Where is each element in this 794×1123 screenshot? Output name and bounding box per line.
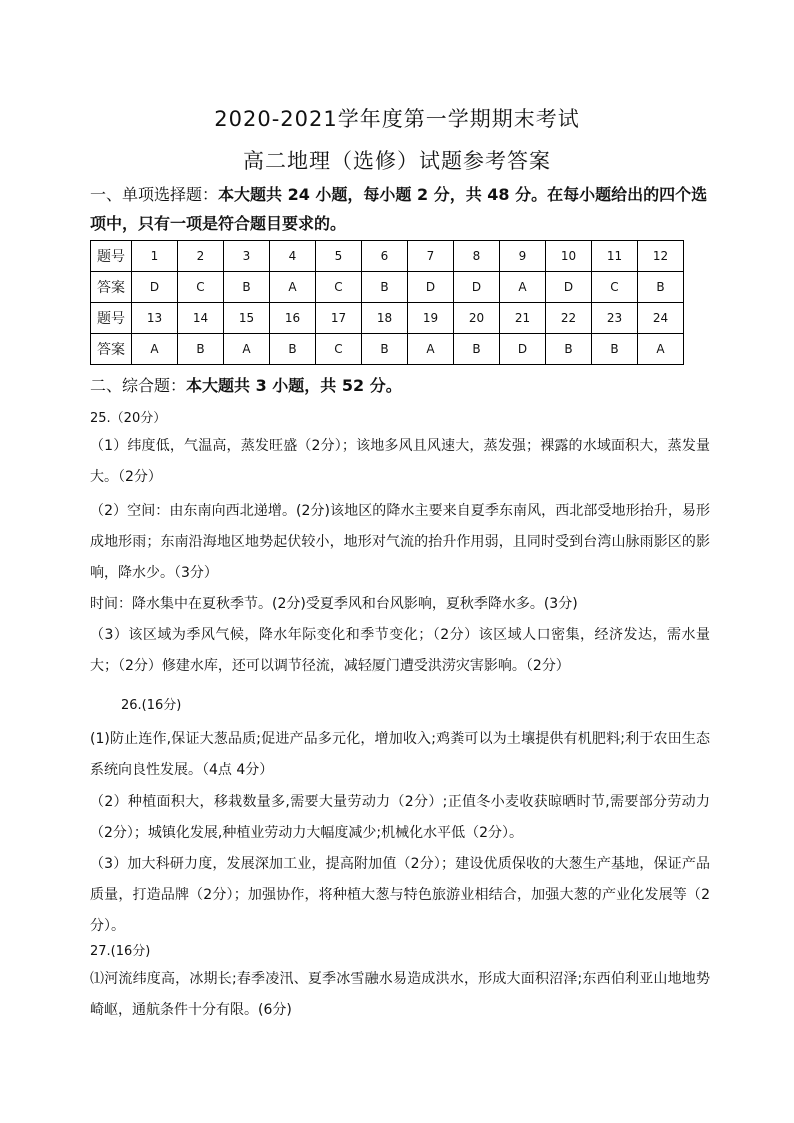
section-2-instructions: 本大题共 3 小题，共 52 分。 xyxy=(186,376,402,395)
question-number: 9 xyxy=(500,241,546,272)
answer-cell: A xyxy=(638,334,684,365)
table-row-question-1 xyxy=(91,241,684,272)
row-label-question: 题号 xyxy=(91,241,132,272)
question-number: 17 xyxy=(316,303,362,334)
question-25-part-2-time: 时间：降水集中在夏秋季节。(2分)受夏季风和台风影响，夏秋季降水多。(3分) xyxy=(90,596,578,612)
table-row-answer-1 xyxy=(91,272,684,303)
question-number: 6 xyxy=(362,241,408,272)
question-number: 14 xyxy=(178,303,224,334)
answer-cell: B xyxy=(224,272,270,303)
question-number: 7 xyxy=(408,241,454,272)
question-number: 15 xyxy=(224,303,270,334)
answer-cell: B xyxy=(362,334,408,365)
section-1-heading xyxy=(90,180,710,238)
answer-cell: B xyxy=(270,334,316,365)
answer-cell: B xyxy=(454,334,500,365)
answer-cell: C xyxy=(178,272,224,303)
question-27-part-1: ⑴河流纬度高，冰期长;春季凌汛、夏季冰雪融水易造成洪水，形成大面积沼泽;东西伯利亚山地地势崎岖，通航条件十分有限。(6分) xyxy=(90,971,710,1018)
question-25-number: 25.（20分） xyxy=(90,411,167,426)
table-row-question-2 xyxy=(91,303,684,334)
answer-cell: D xyxy=(132,272,178,303)
question-number: 5 xyxy=(316,241,362,272)
question-number: 22 xyxy=(546,303,592,334)
question-number: 8 xyxy=(454,241,500,272)
question-number: 1 xyxy=(132,241,178,272)
question-26-part-1: (1)防止连作,保证大葱品质;促进产品多元化，增加收入;鸡粪可以为土壤提供有机肥料;利于农田生态系统向良性发展。（4点 4分） xyxy=(90,731,710,778)
question-26-number: 26.(16分) xyxy=(121,698,182,713)
question-number: 23 xyxy=(592,303,638,334)
section-1-prefix: 一、单项选择题： xyxy=(90,185,219,204)
answer-cell: C xyxy=(316,334,362,365)
question-25-part-1: （1）纬度低，气温高，蒸发旺盛（2分）；该地多风且风速大，蒸发强；裸露的水域面积大，蒸发量大。（2分） xyxy=(90,438,710,485)
answer-cell: D xyxy=(454,272,500,303)
question-25-part-3: （3）该区域为季风气候，降水年际变化和季节变化；（2分）该区域人口密集，经济发达，需水量大；（2分）修建水库，还可以调节径流，减轻厦门遭受洪涝灾害影响。（2分） xyxy=(90,627,710,674)
question-number: 24 xyxy=(638,303,684,334)
section-2-heading xyxy=(90,371,710,400)
row-label-answer: 答案 xyxy=(91,334,132,365)
answer-cell: B xyxy=(362,272,408,303)
answer-cell: B xyxy=(592,334,638,365)
question-number: 16 xyxy=(270,303,316,334)
question-number: 13 xyxy=(132,303,178,334)
question-number: 2 xyxy=(178,241,224,272)
answer-cell: A xyxy=(270,272,316,303)
section-1-instructions: 本大题共 24 小题，每小题 2 分，共 48 分。在每小题给出的四个选项中，只有一项是符合题目要求的。 xyxy=(90,185,708,233)
question-number: 18 xyxy=(362,303,408,334)
answer-table xyxy=(90,240,684,365)
question-number: 19 xyxy=(408,303,454,334)
question-number: 3 xyxy=(224,241,270,272)
answer-cell: A xyxy=(408,334,454,365)
question-number: 11 xyxy=(592,241,638,272)
question-27-number: 27.(16分) xyxy=(90,944,151,959)
row-label-answer: 答案 xyxy=(91,272,132,303)
question-25-part-2: （2）空间：由东南向西北递增。(2分)该地区的降水主要来自夏季东南风，西北部受地形抬升，易形成地形雨；东南沿海地区地势起伏较小，地形对气流的抬升作用弱，且同时受到台湾山脉雨影区的影响，降水少。（3分） xyxy=(90,503,710,581)
answer-cell: A xyxy=(132,334,178,365)
answer-cell: D xyxy=(500,334,546,365)
row-label-question: 题号 xyxy=(91,303,132,334)
answer-cell: B xyxy=(178,334,224,365)
answer-key-title: 高二地理（选修）试题参考答案 xyxy=(243,149,551,173)
section-2-prefix: 二、综合题： xyxy=(90,376,187,395)
answer-cell: B xyxy=(638,272,684,303)
answer-cell: C xyxy=(592,272,638,303)
question-number: 12 xyxy=(638,241,684,272)
answer-cell: A xyxy=(500,272,546,303)
question-number: 10 xyxy=(546,241,592,272)
answer-cell: A xyxy=(224,334,270,365)
table-row-answer-2 xyxy=(91,334,684,365)
question-26-part-2: （2）种植面积大，移栽数量多,需要大量劳动力（2分）;正值冬小麦收获晾晒时节,需要部分劳动力（2分）；城镇化发展,种植业劳动力大幅度减少;机械化水平低（2分）。 xyxy=(90,794,710,841)
question-number: 4 xyxy=(270,241,316,272)
question-26-part-3: （3）加大科研力度，发展深加工业，提高附加值（2分）；建设优质保收的大葱生产基地，保证产品质量，打造品牌（2分）；加强协作，将种植大葱与特色旅游业相结合，加强大葱的产业化发展等（2分）。 xyxy=(90,856,710,934)
answer-cell: B xyxy=(546,334,592,365)
question-number: 21 xyxy=(500,303,546,334)
answer-cell: D xyxy=(546,272,592,303)
question-number: 20 xyxy=(454,303,500,334)
answer-cell: D xyxy=(408,272,454,303)
exam-title: 2020-2021学年度第一学期期末考试 xyxy=(214,107,580,131)
answer-cell: C xyxy=(316,272,362,303)
